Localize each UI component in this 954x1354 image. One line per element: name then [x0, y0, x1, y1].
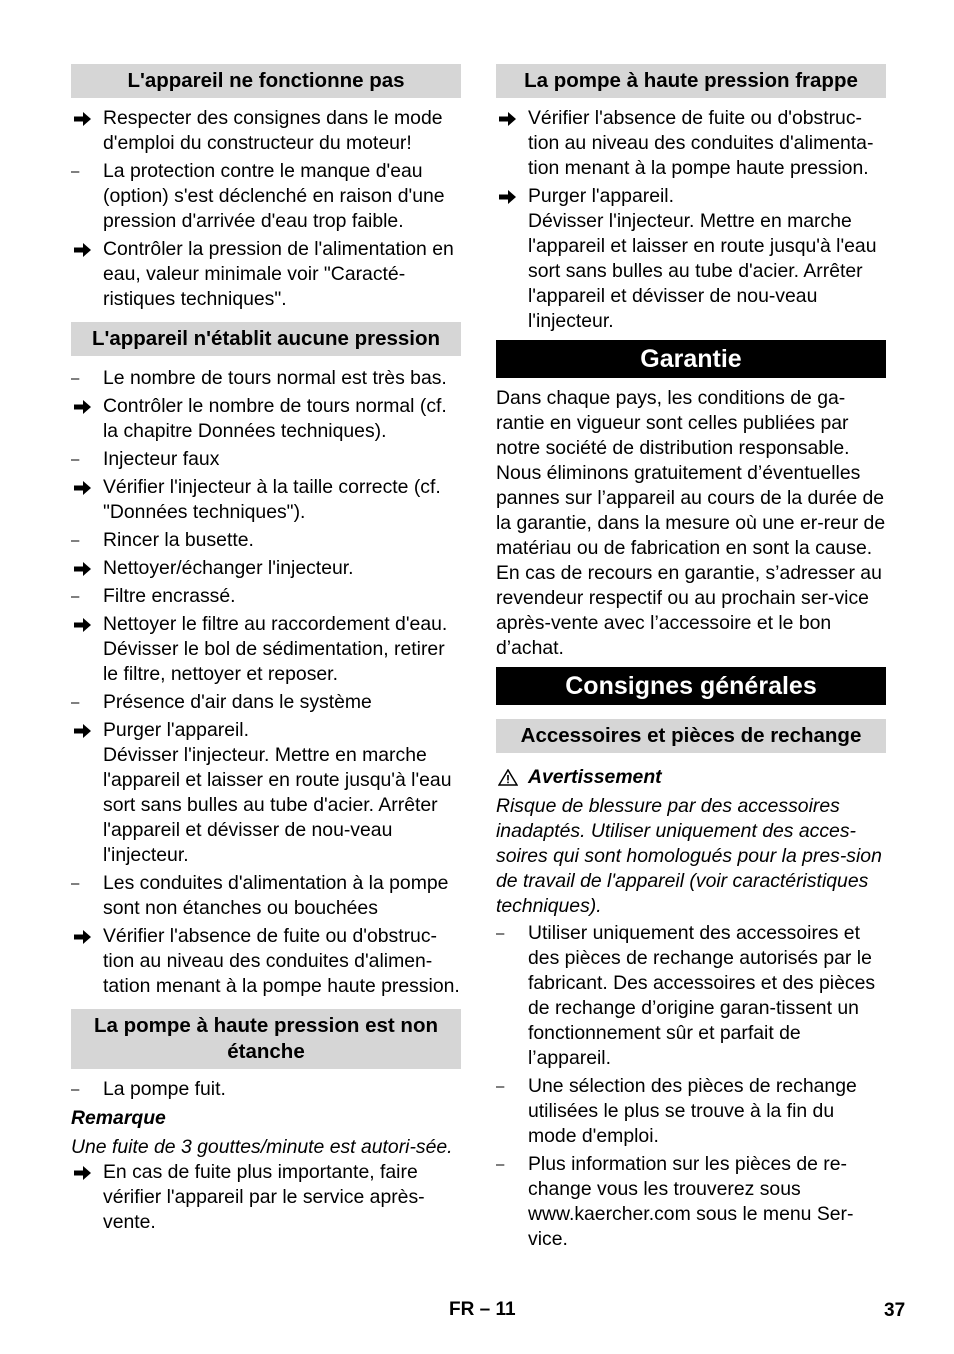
- list-item: Nettoyer le filtre au raccordement d'eau.: [71, 612, 461, 637]
- list-section-frappe: [496, 106, 886, 334]
- dash-marker: –: [71, 875, 80, 892]
- dash-marker: –: [71, 694, 80, 711]
- arrow-right-icon: [74, 112, 91, 126]
- list-item: Vérifier l'absence de fuite ou d'obstruc-tion au niveau des conduites d'alimenta-tion menant à la pompe haute pression.: [496, 106, 886, 181]
- list-item: Vérifier l'injecteur à la taille correcte (cf. "Données techniques").: [71, 475, 461, 525]
- list-section-accessoires: [496, 921, 886, 1252]
- arrow-right-icon: [499, 190, 516, 204]
- note-title: Remarque: [71, 1107, 166, 1129]
- list-item-continuation: Dévisser l'injecteur. Mettre en marche l'appareil et laisser en route jusqu'à l'eau sort sans bulles au tube d'acier. Arrêter l'appareil et dévisser de nou-veau l'injecteur.: [528, 210, 877, 332]
- list-item: – Une sélection des pièces de rechange utilisées le plus se trouve à la fin du mode d'emploi.: [496, 1075, 857, 1147]
- warning-title-line: [496, 765, 886, 790]
- arrow-right-icon: [74, 243, 91, 257]
- heading-consignes-generales: Consignes générales: [496, 667, 886, 705]
- list-item: Purger l'appareil.: [496, 184, 886, 209]
- list-item: En cas de fuite plus importante, faire vérifier l'appareil par le service après-vente.: [71, 1160, 461, 1235]
- list-item-continuation: Dévisser le bol de sédimentation, retirer le filtre, nettoyer et reposer.: [103, 638, 445, 685]
- heading-accessoires: Accessoires et pièces de rechange: [496, 719, 886, 753]
- dash-marker: –: [71, 532, 80, 549]
- list-item: – La pompe fuit.: [71, 1078, 226, 1100]
- arrow-right-icon: [74, 1166, 91, 1180]
- list-item: Vérifier l'absence de fuite ou d'obstruc-tion au niveau des conduites d'alimen-tation menant à la pompe haute pression.: [71, 924, 461, 999]
- right-column: [496, 64, 886, 1252]
- list-item: – La protection contre le manque d'eau (option) s'est déclenché en raison d'une pression d'arrivée d'eau trop faible.: [71, 160, 445, 232]
- list-item: – Les conduites d'alimentation à la pompe sont non étanches ou bouchées: [71, 872, 449, 919]
- dash-marker: –: [71, 451, 80, 468]
- garantie-paragraph-2: En cas de recours en garantie, s’adresser au revendeur respectif ou au prochain ser-vice après-vente avec l’accessoire et le bon d’achat.: [496, 562, 882, 659]
- page-number: 37: [884, 1300, 906, 1321]
- heading-pompe-frappe: La pompe à haute pression frappe: [496, 64, 886, 98]
- note-text: Une fuite de 3 gouttes/minute est autori-sée.: [71, 1136, 453, 1158]
- list-item: – Filtre encrassé.: [71, 585, 236, 607]
- dash-marker: –: [496, 1156, 505, 1173]
- list-item: Purger l'appareil.: [71, 718, 461, 743]
- dash-marker: –: [71, 370, 80, 387]
- list-item: – Rincer la busette.: [71, 529, 254, 551]
- list-section-1: [71, 106, 461, 312]
- arrow-right-icon: [74, 400, 91, 414]
- list-item: – Le nombre de tours normal est très bas.: [71, 367, 447, 389]
- dash-marker: –: [71, 588, 80, 605]
- arrow-right-icon: [74, 930, 91, 944]
- list-item: – Présence d'air dans le système: [71, 691, 372, 713]
- arrow-right-icon: [499, 112, 516, 126]
- warning-triangle-icon: [498, 769, 518, 786]
- list-item: – Utiliser uniquement des accessoires et des pièces de rechange autorisés par le fabricant. Des accessoires et des pièces de rechange d’origine garan-tissent un fonctionnement sûr et parfait de l’appareil.: [496, 922, 876, 1069]
- footer-language-page: FR – 11: [449, 1299, 516, 1320]
- list-item: Respecter des consignes dans le mode d'emploi du constructeur du moteur!: [71, 106, 461, 156]
- list-item: – Plus information sur les pièces de re-change vous les trouverez sous www.kaercher.com sous le menu Ser-vice.: [496, 1153, 854, 1250]
- dash-marker: –: [496, 925, 505, 942]
- arrow-right-icon: [74, 618, 91, 632]
- garantie-paragraph-1: Dans chaque pays, les conditions de ga-rantie en vigueur sont celles publiées par notre société de distribution responsable. Nous éliminons gratuitement d’éventuelles pannes sur l’appareil au cours de la durée de la garantie, dans la mesure où une er-reur de matériau ou de fabrication en sont la cause.: [496, 387, 886, 559]
- list-item: Contrôler la pression de l'alimentation en eau, valeur minimale voir "Caracté-ristiques techniques".: [71, 237, 461, 312]
- arrow-right-icon: [74, 481, 91, 495]
- arrow-right-icon: [74, 724, 91, 738]
- dash-marker: –: [71, 163, 80, 180]
- list-item-continuation: Dévisser l'injecteur. Mettre en marche l'appareil et laisser en route jusqu'à l'eau sort sans bulles au tube d'acier. Arrêter l'appareil et dévisser de nou-veau l'injecteur.: [103, 744, 452, 866]
- dash-marker: –: [496, 1078, 505, 1095]
- heading-garantie: Garantie: [496, 340, 886, 378]
- list-item: – Injecteur faux: [71, 448, 220, 470]
- list-item: Nettoyer/échanger l'injecteur.: [71, 556, 461, 581]
- heading-pompe-non-etanche: La pompe à haute pression est non étanche: [71, 1009, 461, 1069]
- heading-aucune-pression: L'appareil n'établit aucune pression: [71, 322, 461, 356]
- dash-marker: –: [71, 1081, 80, 1098]
- arrow-right-icon: [74, 562, 91, 576]
- list-item: Contrôler le nombre de tours normal (cf. la chapitre Données techniques).: [71, 394, 461, 444]
- warning-title: Avertissement: [528, 766, 662, 788]
- left-column: [71, 64, 461, 1235]
- heading-appareil-ne-fonctionne-pas: L'appareil ne fonctionne pas: [71, 64, 461, 98]
- warning-text: Risque de blessure par des accessoires inadaptés. Utiliser uniquement des acces-soires qui sont homologués pour la pres-sion de travail de l'appareil (voir caractéristiques techniques).: [496, 795, 882, 917]
- list-section-2: [71, 366, 461, 999]
